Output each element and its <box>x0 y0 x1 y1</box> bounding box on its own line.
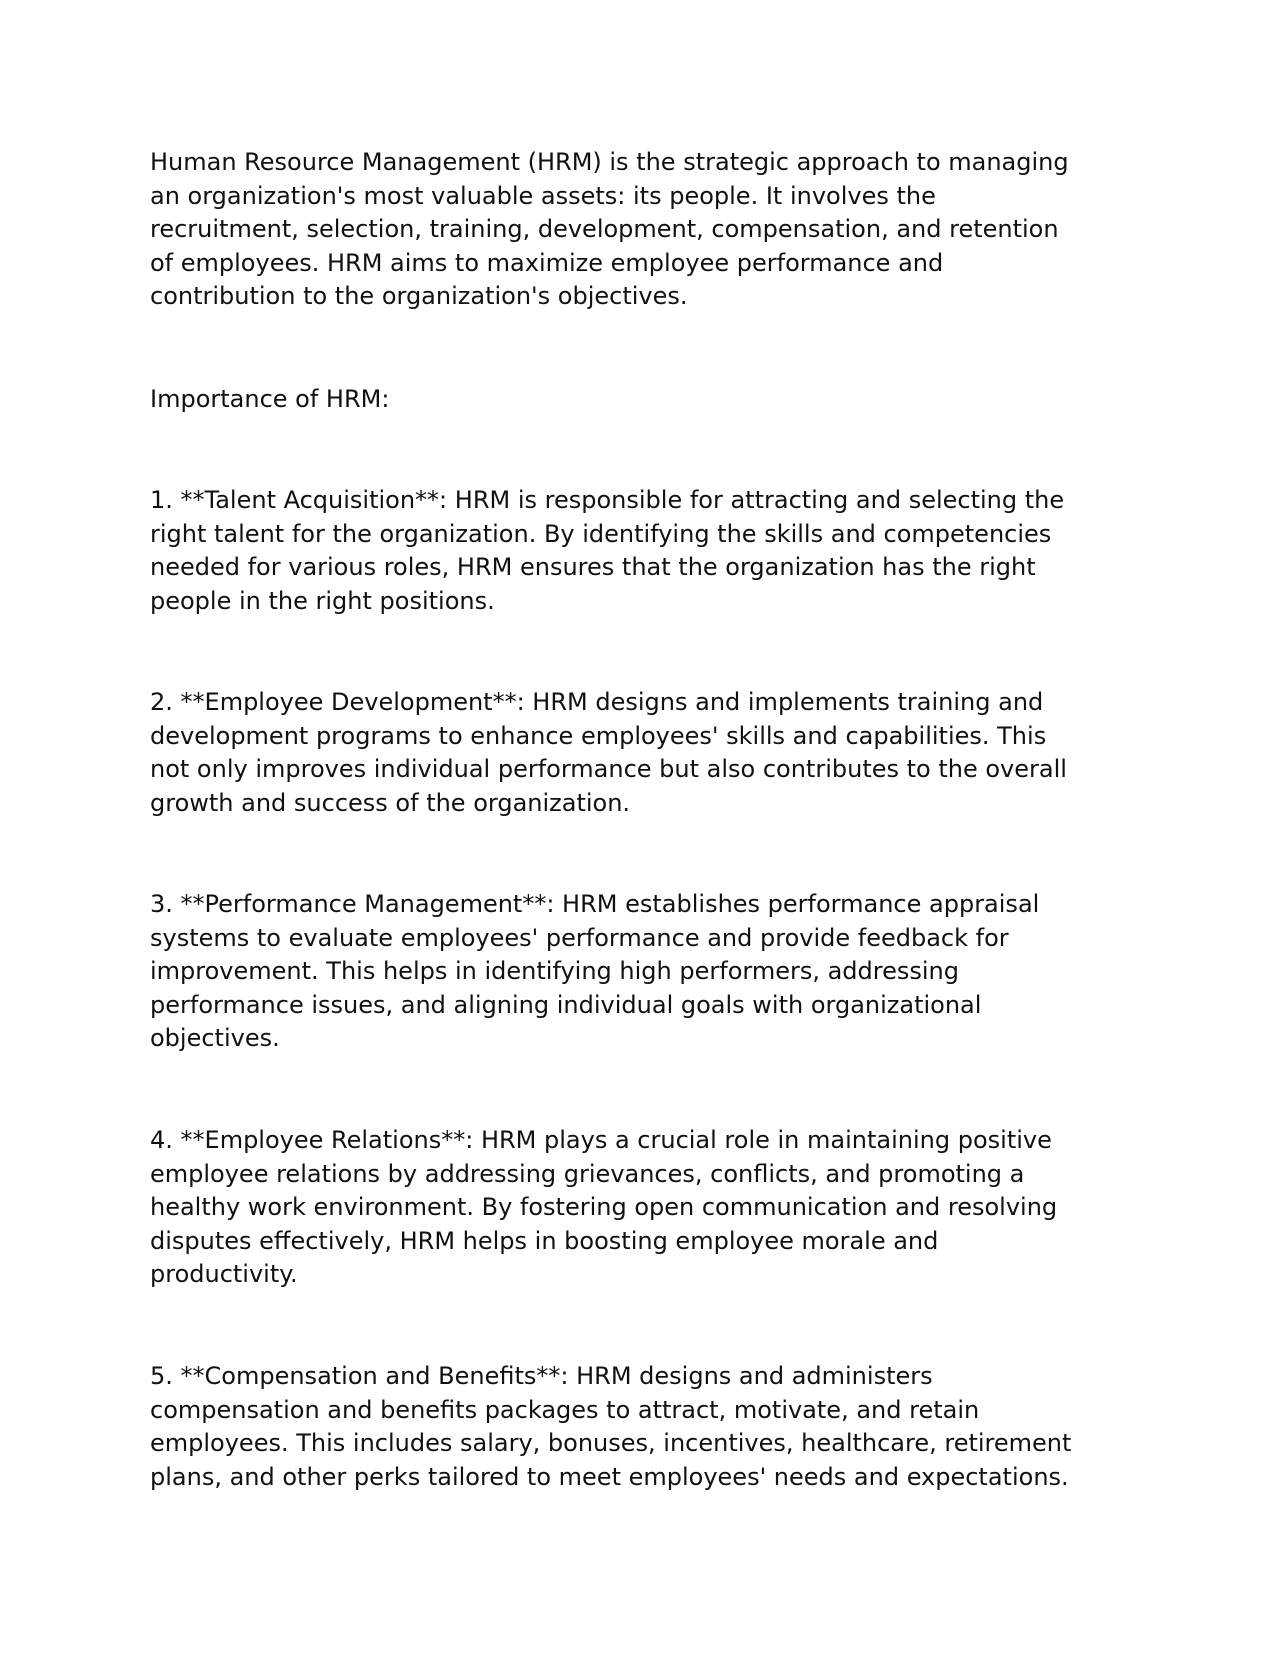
intro-line: an organization's most valuable assets: its people. It involves the <box>150 181 936 210</box>
importance-item-employee-development <box>150 686 1130 820</box>
item-line: 1. **Talent Acquisition**: HRM is responsible for attracting and selecting the <box>150 486 1065 514</box>
importance-item-performance-management <box>150 888 1130 1056</box>
item-line: employee relations by addressing grievances, conflicts, and promoting a <box>150 1159 1025 1188</box>
item-line: development programs to enhance employees' skills and capabilities. This <box>150 721 1047 750</box>
item-line: 3. **Performance Management**: HRM establishes performance appraisal <box>150 890 1040 918</box>
section-heading: Importance of HRM: <box>150 385 390 413</box>
importance-item-employee-relations <box>150 1124 1130 1292</box>
item-line: compensation and benefits packages to attract, motivate, and retain <box>150 1395 980 1424</box>
item-line: not only improves individual performance but also contributes to the overall <box>150 755 1067 784</box>
intro-paragraph <box>150 146 1130 314</box>
item-line: 2. **Employee Development**: HRM designs and implements training and <box>150 688 1044 716</box>
item-line: objectives. <box>150 1024 280 1053</box>
item-line: 4. **Employee Relations**: HRM plays a crucial role in maintaining positive <box>150 1126 1052 1154</box>
item-line: right talent for the organization. By identifying the skills and competencies <box>150 519 1052 548</box>
item-line: growth and success of the organization. <box>150 788 631 817</box>
item-line: disputes effectively, HRM helps in boosting employee morale and <box>150 1226 939 1255</box>
intro-line: Human Resource Management (HRM) is the strategic approach to managing <box>150 148 1069 176</box>
importance-item-compensation-benefits <box>150 1360 1130 1494</box>
item-line: plans, and other perks tailored to meet employees' needs and expectations. <box>150 1462 1069 1491</box>
intro-line: of employees. HRM aims to maximize employee performance and <box>150 248 944 277</box>
item-line: systems to evaluate employees' performance and provide feedback for <box>150 923 1009 952</box>
item-line: productivity. <box>150 1260 298 1289</box>
importance-item-talent-acquisition <box>150 484 1130 618</box>
item-line: healthy work environment. By fostering open communication and resolving <box>150 1193 1058 1222</box>
item-line: improvement. This helps in identifying high performers, addressing <box>150 957 959 986</box>
item-line: people in the right positions. <box>150 586 495 615</box>
item-line: performance issues, and aligning individual goals with organizational <box>150 990 982 1019</box>
intro-line: recruitment, selection, training, development, compensation, and retention <box>150 215 1059 244</box>
item-line: 5. **Compensation and Benefits**: HRM designs and administers <box>150 1362 933 1390</box>
item-line: employees. This includes salary, bonuses, incentives, healthcare, retirement <box>150 1429 1072 1458</box>
intro-line: contribution to the organization's objectives. <box>150 282 688 311</box>
item-line: needed for various roles, HRM ensures that the organization has the right <box>150 553 1036 582</box>
